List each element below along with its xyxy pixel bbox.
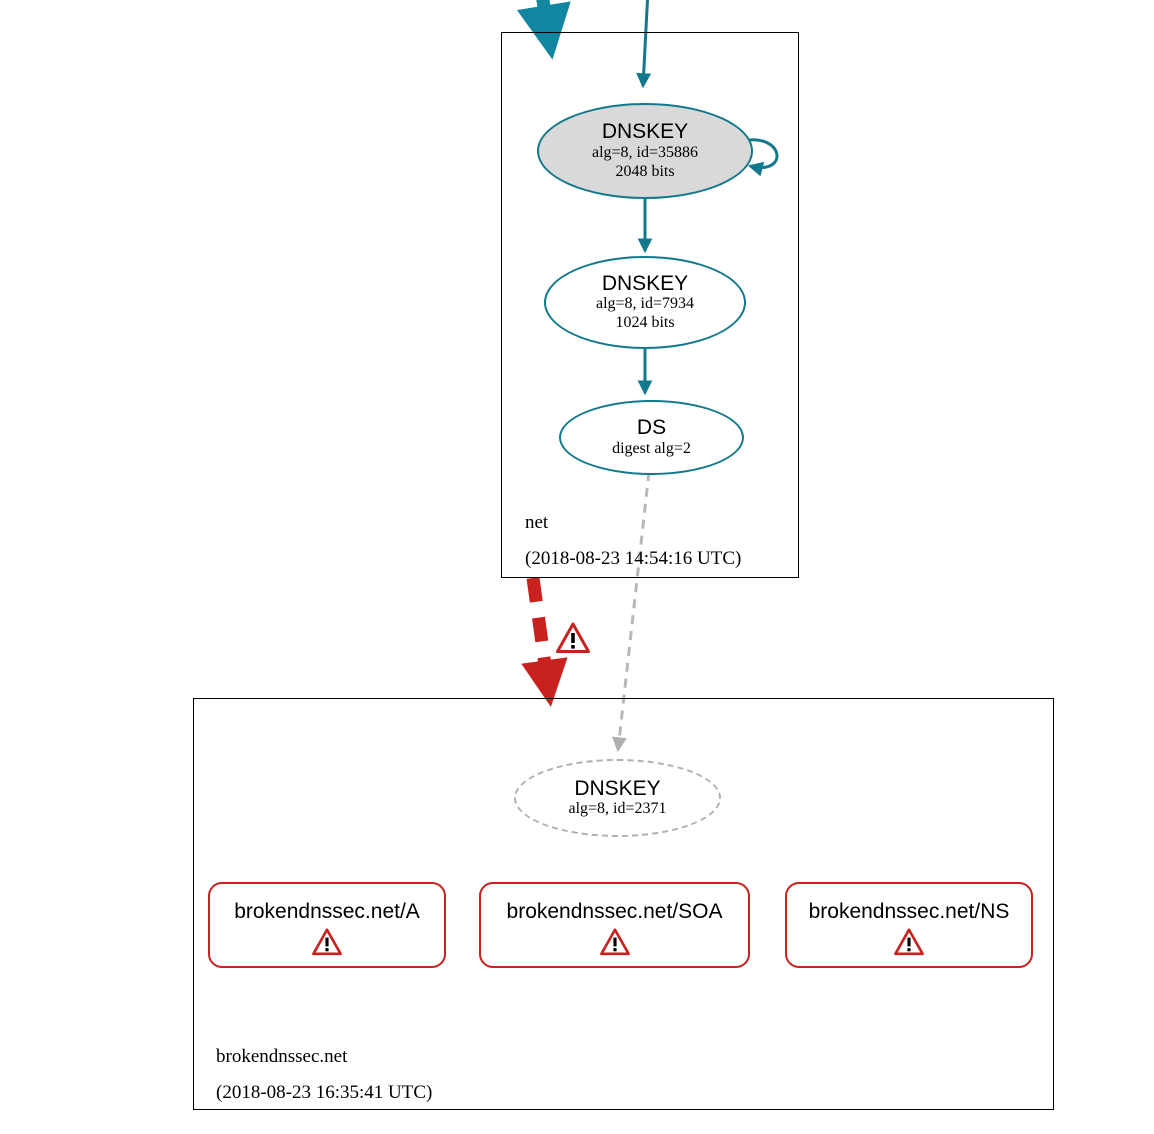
node-title: DS: [636, 416, 667, 440]
node-subtitle-alg: alg=8, id=2371: [568, 800, 667, 818]
rrset-brokendnssec-soa[interactable]: [479, 882, 750, 968]
zone-label-net: net: [525, 512, 549, 533]
node-title: DNSKEY: [574, 776, 661, 800]
node-title: DNSKEY: [601, 120, 689, 144]
zone-timestamp-net: (2018-08-23 14:54:16 UTC): [525, 548, 742, 569]
node-subtitle-alg: alg=8, id=7934: [595, 295, 695, 313]
warning-triangle-icon[interactable]: [556, 622, 590, 654]
node-subtitle-size: 1024 bits: [615, 314, 675, 332]
node-subtitle-alg: alg=8, id=35886: [591, 143, 699, 161]
warning-wrap: [600, 928, 630, 956]
warning-wrap: [894, 928, 924, 956]
node-ds-net[interactable]: [559, 400, 744, 475]
edge-net-to-child-zone: [533, 578, 547, 679]
rrset-brokendnssec-ns[interactable]: [785, 882, 1033, 968]
warning-triangle-icon[interactable]: [894, 928, 924, 956]
warning-triangle-icon[interactable]: [600, 928, 630, 956]
rrset-label: brokendnssec.net/SOA: [506, 900, 723, 923]
node-title: DNSKEY: [601, 271, 689, 295]
node-dnskey-child[interactable]: [514, 759, 721, 837]
node-dnskey-net-zsk[interactable]: [544, 256, 746, 349]
node-dnskey-net-ksk[interactable]: [537, 103, 753, 199]
warning-wrap: [312, 928, 342, 956]
warning-triangle-icon[interactable]: [312, 928, 342, 956]
rrset-label: brokendnssec.net/A: [234, 900, 420, 923]
zone-timestamp-brokendnssec: (2018-08-23 16:35:41 UTC): [216, 1082, 433, 1103]
rrset-label: brokendnssec.net/NS: [808, 900, 1010, 923]
rrset-brokendnssec-a[interactable]: [208, 882, 446, 968]
zone-label-brokendnssec: brokendnssec.net: [216, 1046, 348, 1067]
node-subtitle-digest: digest alg=2: [612, 439, 691, 457]
node-subtitle-size: 2048 bits: [615, 162, 675, 180]
